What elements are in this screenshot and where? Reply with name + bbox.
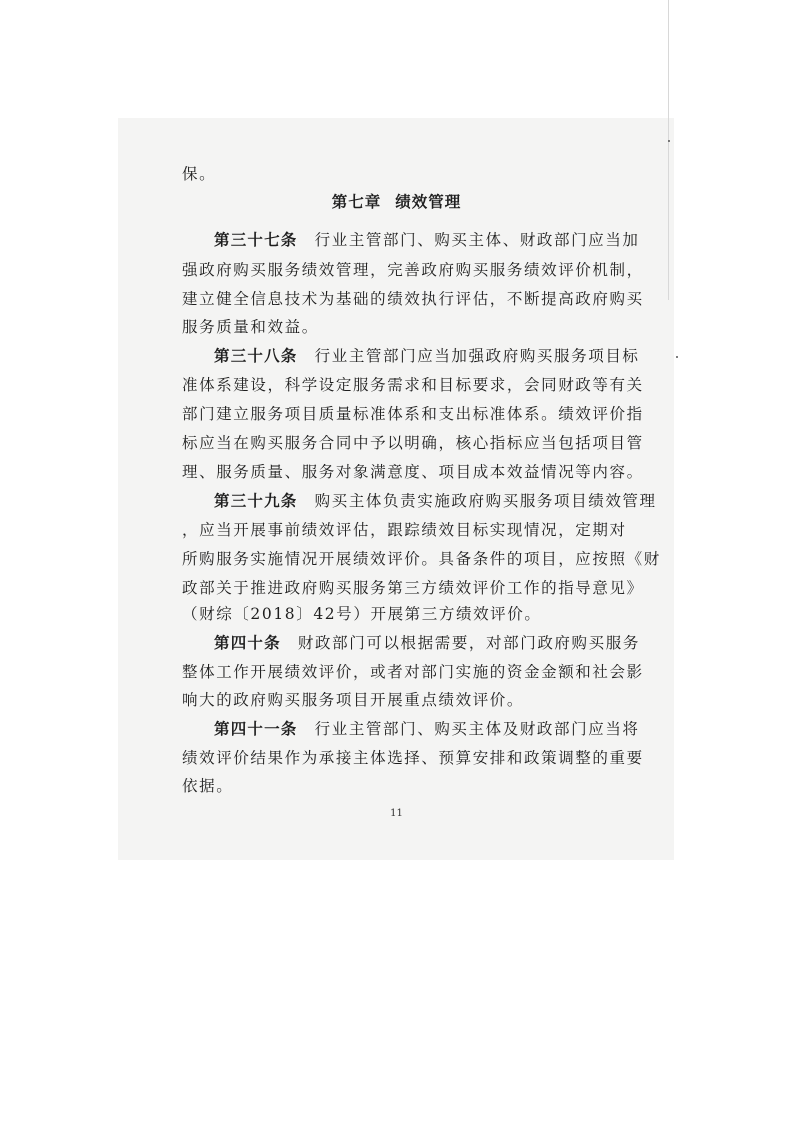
- article-41-line-2: 绩效评价结果作为承接主体选择、预算安排和政策调整的重要: [182, 749, 644, 767]
- scan-speck: [668, 140, 670, 142]
- article-38-line-4: 标应当在购买服务合同中予以明确，核心指标应当包括项目管: [182, 434, 644, 452]
- article-39-line-1: 第三十九条 购买主体负责实施政府购买服务项目绩效管理: [214, 491, 657, 510]
- article-38-line-3: 部门建立服务项目质量标准体系和支出标准体系。绩效评价指: [182, 405, 644, 423]
- article-38-line-2: 准体系建设，科学设定服务需求和目标要求，会同财政等有关: [182, 376, 644, 394]
- article-38-line-5: 理、服务质量、服务对象满意度、项目成本效益情况等内容。: [182, 463, 644, 481]
- article-37-label: 第三十七条: [214, 230, 298, 249]
- chapter-heading: [0, 190, 793, 212]
- article-39-line-5: （财综〔2018〕42号）开展第三方绩效评价。: [182, 605, 542, 623]
- scan-speck: [676, 356, 678, 358]
- article-40-line-1: 第四十条 财政部门可以根据需要，对部门政府购买服务: [214, 633, 640, 652]
- article-41-line-1: 第四十一条 行业主管部门、购买主体及财政部门应当将: [214, 719, 640, 738]
- chapter-title: 绩效管理: [395, 193, 462, 211]
- chapter-number: 第七章: [331, 193, 382, 211]
- article-39-line-2: ，应当开展事前绩效评估，跟踪绩效目标实现情况，定期对: [182, 521, 627, 539]
- article-37-line-2: 强政府购买服务绩效管理，完善政府购买服务绩效评价机制，: [182, 261, 644, 279]
- article-38-line-1: 第三十八条 行业主管部门应当加强政府购买服务项目标: [214, 346, 640, 365]
- article-38-label: 第三十八条: [214, 346, 298, 365]
- article-37-line-4: 服务质量和效益。: [182, 318, 319, 336]
- article-40-line-2: 整体工作开展绩效评价，或者对部门实施的资金金额和社会影: [182, 663, 644, 681]
- article-41-label: 第四十一条: [214, 719, 298, 738]
- article-40-label: 第四十条: [214, 633, 281, 652]
- scan-edge-line: [668, 0, 669, 300]
- fragment-text: 保。: [182, 165, 217, 183]
- article-41-line-3: 依据。: [182, 777, 234, 795]
- article-37-line-3: 建立健全信息技术为基础的绩效执行评估，不断提高政府购买: [182, 290, 644, 308]
- article-39-line-3: 所购服务实施情况开展绩效评价。具备条件的项目，应按照《财: [182, 550, 661, 568]
- page-number: 11: [390, 808, 403, 819]
- article-39-line-4: 政部关于推进政府购买服务第三方绩效评价工作的指导意见》: [182, 579, 644, 597]
- article-39-label: 第三十九条: [214, 491, 298, 510]
- article-37-line-1: 第三十七条 行业主管部门、购买主体、财政部门应当加: [214, 230, 640, 249]
- article-40-line-3: 响大的政府购买服务项目开展重点绩效评价。: [182, 691, 525, 709]
